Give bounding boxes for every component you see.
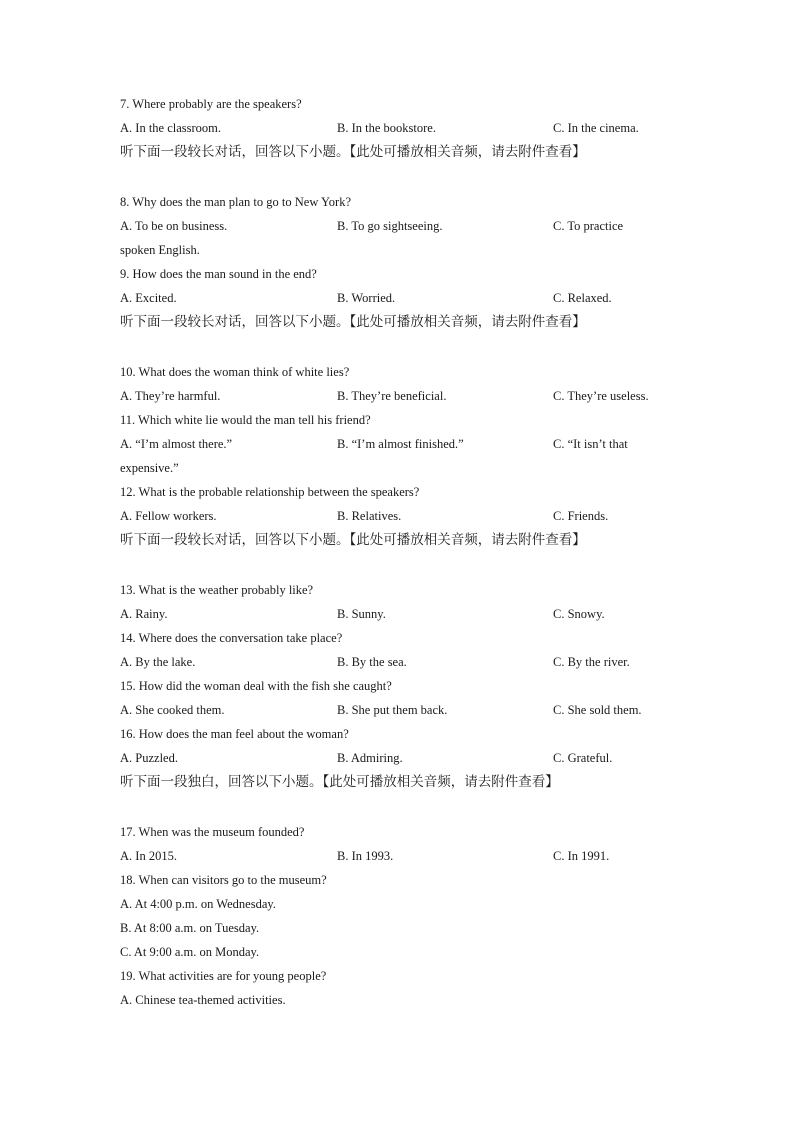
option-b: B. She put them back. bbox=[337, 703, 448, 717]
option-c: C. In the cinema. bbox=[553, 121, 639, 135]
option-b: B. To go sightseeing. bbox=[337, 219, 443, 233]
question-line: 15. How did the woman deal with the fish she caught? bbox=[120, 679, 392, 693]
option-b: B. Relatives. bbox=[337, 509, 402, 523]
option-c: C. “It isn’t that bbox=[553, 437, 628, 451]
listening-instruction: 听下面一段较长对话，回答以下小题。【此处可播放相关音频，请去附件查看】 bbox=[120, 144, 586, 160]
question-line: 17. When was the museum founded? bbox=[120, 825, 305, 839]
question-line: 18. When can visitors go to the museum? bbox=[120, 873, 327, 887]
question-line: 8. Why does the man plan to go to New York? bbox=[120, 195, 351, 209]
option-a: A. She cooked them. bbox=[120, 703, 225, 717]
option-b: B. Sunny. bbox=[337, 607, 386, 621]
question-line: 9. How does the man sound in the end? bbox=[120, 267, 317, 281]
question-line: 14. Where does the conversation take place? bbox=[120, 631, 343, 645]
question-line: C. At 9:00 a.m. on Monday. bbox=[120, 945, 260, 959]
question-line: 12. What is the probable relationship between the speakers? bbox=[120, 485, 420, 499]
question-line: 19. What activities are for young people? bbox=[120, 969, 327, 983]
option-a: A. Excited. bbox=[120, 291, 177, 305]
option-a: A. To be on business. bbox=[120, 219, 228, 233]
option-a: A. “I’m almost there.” bbox=[120, 437, 233, 451]
question-line: A. At 4:00 p.m. on Wednesday. bbox=[120, 897, 276, 911]
listening-instruction: 听下面一段较长对话，回答以下小题。【此处可播放相关音频，请去附件查看】 bbox=[120, 314, 586, 330]
option-a: A. Fellow workers. bbox=[120, 509, 217, 523]
option-a: A. By the lake. bbox=[120, 655, 196, 669]
question-line: 16. How does the man feel about the woman? bbox=[120, 727, 349, 741]
option-a: A. Puzzled. bbox=[120, 751, 178, 765]
question-line: 13. What is the weather probably like? bbox=[120, 583, 314, 597]
question-line: 10. What does the woman think of white lies? bbox=[120, 365, 350, 379]
question-line: A. Chinese tea-themed activities. bbox=[120, 993, 286, 1007]
listening-instruction: 听下面一段独白，回答以下小题。【此处可播放相关音频，请去附件查看】 bbox=[120, 774, 559, 790]
option-a: A. In the classroom. bbox=[120, 121, 222, 135]
option-c: C. Grateful. bbox=[553, 751, 613, 765]
option-c: C. She sold them. bbox=[553, 703, 642, 717]
option-a: A. Rainy. bbox=[120, 607, 168, 621]
option-c: C. By the river. bbox=[553, 655, 630, 669]
option-b: B. They’re beneficial. bbox=[337, 389, 447, 403]
option-b: B. By the sea. bbox=[337, 655, 407, 669]
option-a: A. They’re harmful. bbox=[120, 389, 221, 403]
listening-instruction: 听下面一段较长对话，回答以下小题。【此处可播放相关音频，请去附件查看】 bbox=[120, 532, 586, 548]
option-c: C. To practice bbox=[553, 219, 624, 233]
question-line: expensive.” bbox=[120, 461, 179, 475]
option-b: B. Worried. bbox=[337, 291, 396, 305]
option-b: B. In the bookstore. bbox=[337, 121, 436, 135]
option-c: C. They’re useless. bbox=[553, 389, 649, 403]
question-line: 11. Which white lie would the man tell his friend? bbox=[120, 413, 371, 427]
question-line: 7. Where probably are the speakers? bbox=[120, 97, 302, 111]
option-b: B. “I’m almost finished.” bbox=[337, 437, 464, 451]
option-c: C. Snowy. bbox=[553, 607, 605, 621]
option-c: C. Friends. bbox=[553, 509, 609, 523]
question-line: B. At 8:00 a.m. on Tuesday. bbox=[120, 921, 260, 935]
option-b: B. Admiring. bbox=[337, 751, 403, 765]
option-a: A. In 2015. bbox=[120, 849, 177, 863]
question-line: spoken English. bbox=[120, 243, 200, 257]
option-b: B. In 1993. bbox=[337, 849, 394, 863]
option-c: C. In 1991. bbox=[553, 849, 610, 863]
option-c: C. Relaxed. bbox=[553, 291, 612, 305]
